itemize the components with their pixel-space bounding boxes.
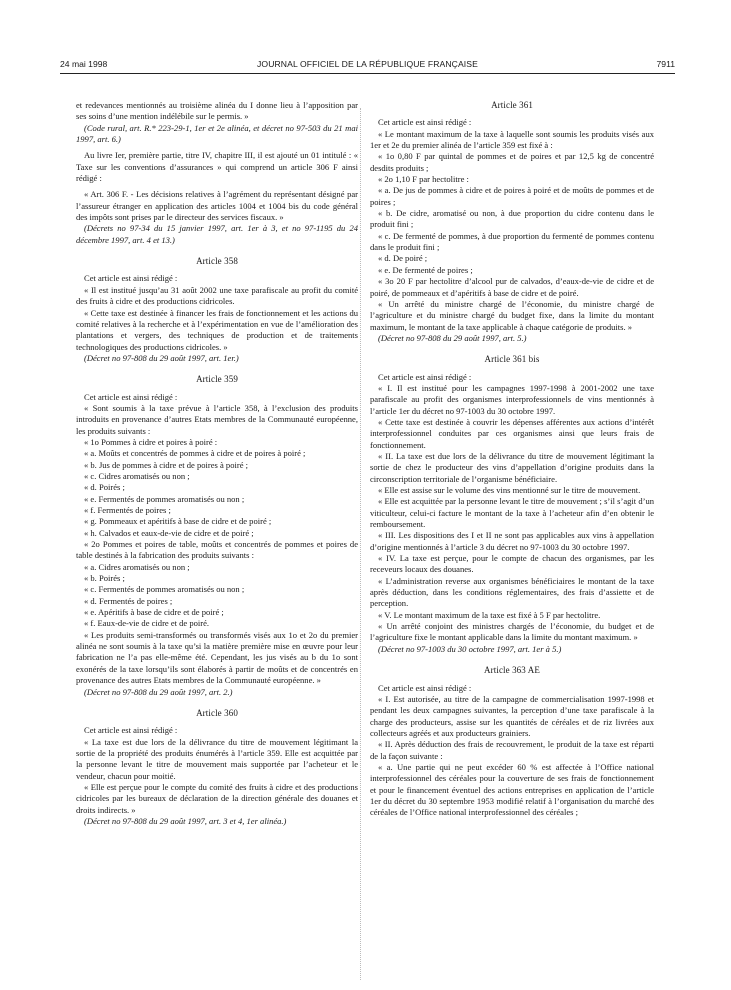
paragraph: « V. Le montant maximum de la taxe est fixé à 5 F par hectolitre. — [378, 609, 601, 620]
paragraph: « b. Poirés ; — [84, 573, 125, 584]
paragraph: « Elle est acquittée par la personne levant le titre de mouvement ; s’il s’agit d’un viticulteur, celui-ci facture le montant de la taxe à l’acheteur afin d’en obtenir le remboursement. — [370, 496, 654, 530]
paragraph: « a. Une partie qui ne peut excéder 60 % est affectée à l’Office national interprofessionnel des céréales pour la couverture de ses frais de fonctionnement et pour le financement éventuel des actions entreprises en application de l’article 1er du décret du 30 septembre 1953 modifié relatif à l’organisation du marché des céréales de l’Office national interprofessionnel des céréales ; — [370, 761, 654, 818]
paragraph: (Code rural, art. R.* 223-29-1, 1er et 2e alinéa, et décret no 97-503 du 21 mai 1997, art. 6.) — [76, 122, 358, 145]
paragraph: « I. Il est institué pour les campagnes 1997-1998 à 2001-2002 une taxe parafiscale au profit des organismes interprofessionnels de vins mentionnés à l’article 1er du décret no 97-1003 du 30 octobre 1997. — [370, 382, 654, 416]
article-heading: Article 360 — [196, 707, 238, 718]
article-heading: Article 358 — [196, 256, 238, 267]
paragraph: Au livre Ier, première partie, titre IV, chapitre III, il est ajouté un 01 intitulé : « Taxe sur les conventions d’assurances » qui comprend un article 306 F ainsi rédigé : — [76, 150, 358, 184]
paragraph: « L’administration reverse aux organismes bénéficiaires le montant de la taxe après déduction, dans les conditions réglementaires, des frais d’assiette et de perception. — [370, 575, 654, 609]
paragraph: (Décrets no 97-34 du 15 janvier 1997, art. 1er à 3, et no 97-1195 du 24 décembre 1997, art. 4 et 13.) — [76, 223, 358, 245]
header-journal-title: JOURNAL OFFICIEL DE LA RÉPUBLIQUE FRANÇAISE — [257, 59, 478, 69]
paragraph: « Cette taxe est destinée à couvrir les dépenses afférentes aux actions d’intérêt interprofessionnel conduites par ces organismes ainsi que leurs frais de fonctionnement. — [370, 416, 654, 450]
paragraph: Cet article est ainsi rédigé : — [84, 391, 178, 402]
paragraph: « f. Eaux-de-vie de cidre et de poiré. — [84, 618, 210, 629]
paragraph: « Art. 306 F. - Les décisions relatives à l’agrément du représentant désigné par l’assureur étranger en application des articles 1004 et 1004 bis du code général des impôts sont prises par le directeur des services fiscaux. » — [76, 189, 358, 223]
paragraph: (Décret no 97-1003 du 30 octobre 1997, art. 1er à 5.) — [378, 643, 562, 654]
article-heading: Article 359 — [196, 374, 238, 385]
paragraph: « b. Jus de pommes à cidre et de poires à poiré ; — [84, 459, 249, 470]
paragraph: « III. Les dispositions des I et II ne sont pas applicables aux vins à appellation d’origine mentionnés à l’article 3 du décret no 97-1003 du 30 octobre 1997. — [370, 530, 654, 552]
paragraph: « Sont soumis à la taxe prévue à l’article 358, à l’exclusion des produits introduits en provenance d’autres Etats membres de la Communauté européenne, les produits suivants : — [76, 402, 358, 436]
paragraph: « Le montant maximum de la taxe à laquelle sont soumis les produits visés aux 1er et 2e du premier alinéa de l’article 359 est fixé à : — [370, 128, 654, 151]
paragraph: « c. Cidres aromatisés ou non ; — [84, 470, 190, 481]
article-heading: Article 361 — [491, 100, 533, 110]
paragraph: (Décret no 97-808 du 29 août 1997, art. 2.) — [84, 686, 233, 697]
paragraph: « 3o 20 F par hectolitre d’alcool pur de calvados, d’eaux-de-vie de cidre et de poiré, de pommeaux et d’apéritifs à base de cidre et de poiré. — [370, 276, 654, 298]
paragraph: « a. Cidres aromatisés ou non ; — [84, 561, 190, 572]
paragraph: « IV. La taxe est perçue, pour le compte de chacun des organismes, par les receveurs locaux des douanes. — [370, 553, 654, 575]
paragraph: Cet article est ainsi rédigé : — [84, 725, 178, 736]
paragraph: « d. De poiré ; — [378, 253, 428, 264]
paragraph: Cet article est ainsi rédigé : — [378, 682, 472, 693]
paragraph: « Il est institué jusqu’au 31 août 2002 une taxe parafiscale au profit du comité des fruits à cidre et des productions cidricoles. — [76, 284, 358, 307]
paragraph: (Décret no 97-808 du 29 août 1997, art. 3 et 4, 1er alinéa.) — [84, 815, 287, 826]
article-heading: Article 363 AE — [484, 665, 540, 676]
paragraph: « a. De jus de pommes à cidre et de poires à poiré et de moûts de pommes et de poires ; — [370, 185, 654, 207]
paragraph: « e. De fermenté de poires ; — [378, 264, 473, 275]
paragraph: « c. De fermenté de pommes, à due proportion du fermenté de pommes contenu dans le produit fini ; — [370, 230, 654, 253]
paragraph: « II. La taxe est due lors de la délivrance du titre de mouvement légitimant la sortie de chez le producteur des vins d’appellation d’origine produits dans la circonscription territoriale de l’organisme bénéficiaire. — [370, 450, 654, 484]
paragraph: « Un arrêté conjoint des ministres chargés de l’économie, du budget et de l’agriculture fixe le montant applicable dans la limite du montant maximum. » — [370, 621, 654, 643]
paragraph: « Elle est assise sur le volume des vins mentionné sur le titre de mouvement. — [378, 485, 641, 495]
paragraph: « f. Fermentés de poires ; — [84, 505, 171, 515]
paragraph: « Cette taxe est destinée à financer les frais de fonctionnement et les actions du comité relatives à la recherche et à l’expérimentation en vue de l’amélioration des plantations et vergers, des techniques de production et de traitements technologiques des productions cidricoles. » — [76, 307, 358, 352]
paragraph: « 1o 0,80 F par quintal de pommes et de poires et par 12,5 kg de concentré desdits produits ; — [370, 151, 654, 173]
paragraph: « g. Pommeaux et apéritifs à base de cidre et de poiré ; — [84, 516, 272, 527]
paragraph: « Elle est perçue pour le compte du comité des fruits à cidre et des productions cidricoles par les bureaux de déclaration de la direction générale des douanes et droits indirects. » — [76, 781, 358, 815]
paragraph: « a. Moûts et concentrés de pommes à cidre et de poires à poiré ; — [84, 448, 306, 459]
header-rule — [60, 73, 675, 74]
header-date: 24 mai 1998 — [60, 59, 108, 69]
paragraph: Cet article est ainsi rédigé : — [378, 117, 472, 128]
paragraph: et redevances mentionnés au troisième alinéa du I donne lieu à l’apposition par ses soins d’une mention indélébile sur le permis. » — [76, 100, 358, 122]
right-column — [370, 100, 654, 819]
paragraph: « I. Est autorisée, au titre de la campagne de commercialisation 1997-1998 et pendant les deux campagnes suivantes, la perception d’une taxe parafiscale à la charge des producteurs, assise sur les quantités de céréales et de riz livrées aux collecteurs agréés et aux producteurs grainiers. — [370, 693, 654, 738]
header-page-number: 7911 — [656, 59, 675, 69]
paragraph: « e. Fermentés de pommes aromatisés ou non ; — [84, 493, 245, 504]
paragraph: « II. Après déduction des frais de recouvrement, le produit de la taxe est réparti de la façon suivante : — [370, 739, 654, 761]
article-heading: Article 361 bis — [484, 354, 540, 365]
paragraph: « Un arrêté du ministre chargé de l’économie, du ministre chargé de l’agriculture et du ministre chargé du budget fixe, dans la limite du montant maximum, le montant de la taxe applicable à chaque catégorie de produits. » — [370, 298, 654, 332]
paragraph: « h. Calvados et eaux-de-vie de cidre et de poiré ; — [84, 527, 254, 538]
paragraph: « La taxe est due lors de la délivrance du titre de mouvement légitimant la sortie de la propriété des produits énumérés à l’article 359. Elle est acquittée par la personne levant le titre de mouvement mais supportée par l’acheteur et le vendeur, chacun pour moitié. — [76, 736, 358, 781]
column-separator — [360, 108, 361, 980]
left-column — [76, 100, 358, 827]
paragraph: (Décret no 97-808 du 29 août 1997, art. 1er.) — [84, 352, 239, 363]
paragraph: « d. Fermentés de poires ; — [84, 595, 173, 606]
paragraph: « 2o 1,10 F par hectolitre : — [378, 174, 469, 185]
page-header — [60, 58, 675, 72]
paragraph: « b. De cidre, aromatisé ou non, à due proportion du cidre contenu dans le produit fini ; — [370, 208, 654, 230]
paragraph: « Les produits semi-transformés ou transformés visés aux 1o et 2o du premier alinéa ne sont soumis à la taxe qu’si la matière première mise en œuvre pour leur fabrication ne l’a pas elle-même été. Cependant, les jus visés au b du 1o sont exonérés de la taxe lorsqu’ils sont élaborés à partir de moûts et de concentrés en provenance des autres Etats membres de la Communauté européenne. » — [76, 629, 358, 686]
paragraph: « e. Apéritifs à base de cidre et de poiré ; — [84, 607, 224, 618]
paragraph: Cet article est ainsi rédigé : — [378, 371, 472, 382]
paragraph: (Décret no 97-808 du 29 août 1997, art. 5.) — [378, 332, 527, 343]
paragraph: « 2o Pommes et poires de table, moûts et concentrés de pommes et poires de table destinés à la fabrication des produits suivants : — [76, 539, 358, 561]
paragraph: Cet article est ainsi rédigé : — [84, 273, 178, 284]
paragraph: « c. Fermentés de pommes aromatisés ou non ; — [84, 584, 245, 595]
paragraph: « d. Poirés ; — [84, 482, 125, 493]
paragraph: « 1o Pommes à cidre et poires à poiré : — [84, 436, 218, 447]
